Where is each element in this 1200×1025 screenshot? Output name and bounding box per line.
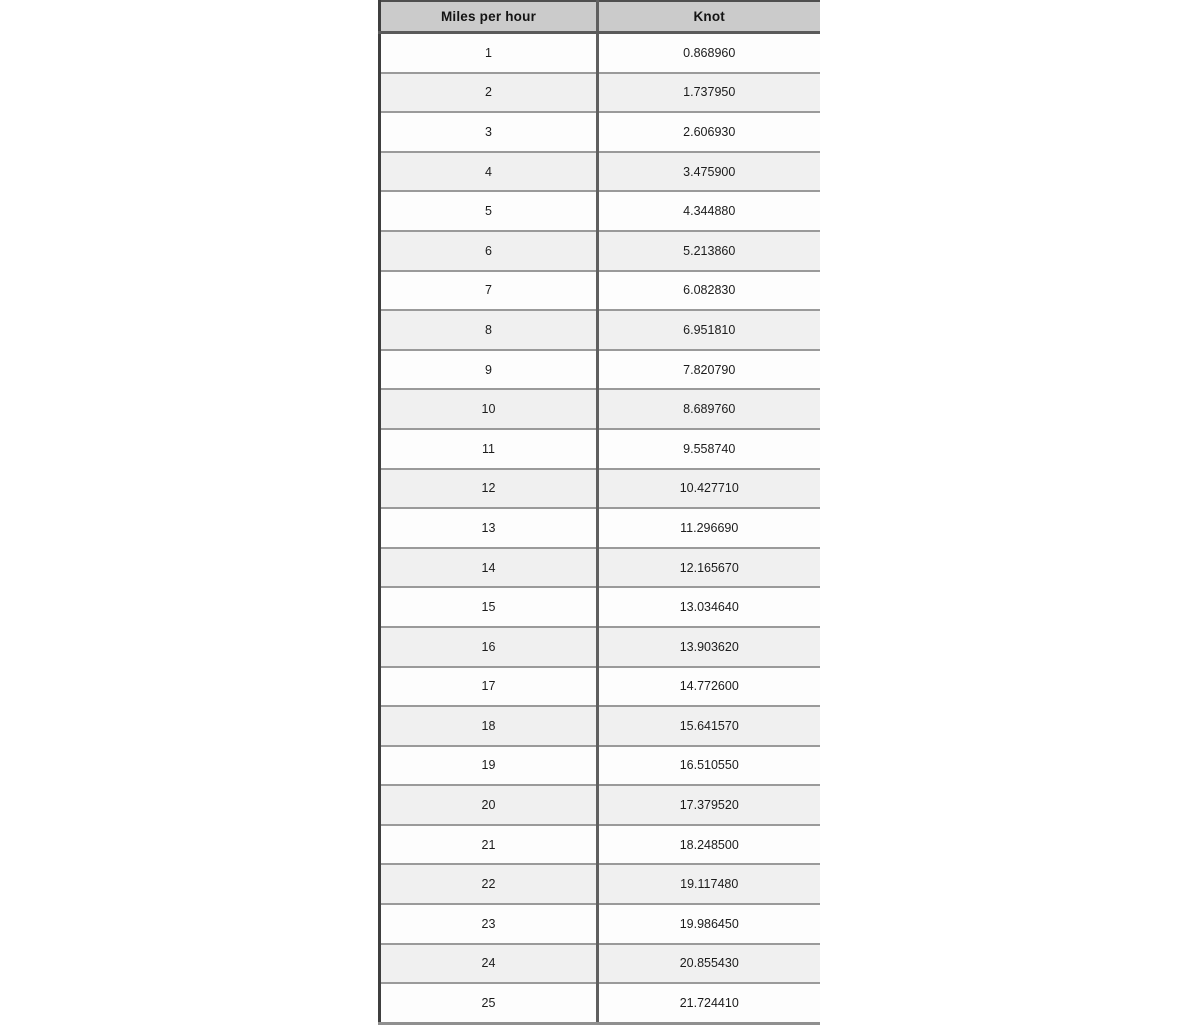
mph-cell: 17 (380, 667, 598, 707)
mph-cell: 22 (380, 864, 598, 904)
mph-cell: 24 (380, 944, 598, 984)
table-row (380, 944, 820, 984)
mph-cell: 5 (380, 191, 598, 231)
knot-cell: 16.510550 (598, 746, 820, 786)
knot-cell: 0.868960 (598, 33, 820, 73)
table-row (380, 746, 820, 786)
mph-cell: 13 (380, 508, 598, 548)
mph-cell: 16 (380, 627, 598, 667)
table-row (380, 469, 820, 509)
mph-cell: 2 (380, 73, 598, 113)
table-row (380, 429, 820, 469)
table-body (380, 33, 820, 1024)
mph-to-knot-table (378, 0, 820, 1025)
knot-cell: 19.117480 (598, 864, 820, 904)
mph-cell: 14 (380, 548, 598, 588)
mph-cell: 6 (380, 231, 598, 271)
mph-cell: 9 (380, 350, 598, 390)
mph-cell: 23 (380, 904, 598, 944)
table-row (380, 73, 820, 113)
table-row (380, 825, 820, 865)
knot-cell: 5.213860 (598, 231, 820, 271)
knot-cell: 17.379520 (598, 785, 820, 825)
mph-cell: 18 (380, 706, 598, 746)
table-row (380, 587, 820, 627)
knot-cell: 9.558740 (598, 429, 820, 469)
table-row (380, 904, 820, 944)
table-header (380, 1, 820, 33)
mph-cell: 8 (380, 310, 598, 350)
mph-cell: 15 (380, 587, 598, 627)
table-row (380, 231, 820, 271)
table-row (380, 112, 820, 152)
mph-cell: 7 (380, 271, 598, 311)
knot-cell: 3.475900 (598, 152, 820, 192)
column-header-mph: Miles per hour (380, 1, 598, 33)
table-row (380, 983, 820, 1023)
table-row (380, 667, 820, 707)
column-header-knot: Knot (598, 1, 820, 33)
table-row (380, 271, 820, 311)
knot-cell: 10.427710 (598, 469, 820, 509)
table-row (380, 389, 820, 429)
table-row (380, 152, 820, 192)
table-row (380, 785, 820, 825)
knot-cell: 15.641570 (598, 706, 820, 746)
knot-cell: 6.082830 (598, 271, 820, 311)
knot-cell: 18.248500 (598, 825, 820, 865)
table-row (380, 508, 820, 548)
table-row (380, 706, 820, 746)
knot-cell: 21.724410 (598, 983, 820, 1023)
knot-cell: 6.951810 (598, 310, 820, 350)
knot-cell: 1.737950 (598, 73, 820, 113)
mph-cell: 20 (380, 785, 598, 825)
mph-cell: 3 (380, 112, 598, 152)
knot-cell: 12.165670 (598, 548, 820, 588)
table-row (380, 627, 820, 667)
knot-cell: 20.855430 (598, 944, 820, 984)
knot-cell: 13.903620 (598, 627, 820, 667)
knot-cell: 8.689760 (598, 389, 820, 429)
mph-cell: 21 (380, 825, 598, 865)
knot-cell: 13.034640 (598, 587, 820, 627)
mph-cell: 11 (380, 429, 598, 469)
knot-cell: 7.820790 (598, 350, 820, 390)
header-row (380, 1, 820, 33)
table-row (380, 191, 820, 231)
table-row (380, 33, 820, 73)
table-row (380, 548, 820, 588)
table-row (380, 350, 820, 390)
mph-cell: 10 (380, 389, 598, 429)
knot-cell: 4.344880 (598, 191, 820, 231)
knot-cell: 19.986450 (598, 904, 820, 944)
conversion-table-container (378, 0, 820, 1025)
mph-cell: 4 (380, 152, 598, 192)
table-row (380, 310, 820, 350)
mph-cell: 19 (380, 746, 598, 786)
mph-cell: 12 (380, 469, 598, 509)
table-row (380, 864, 820, 904)
knot-cell: 2.606930 (598, 112, 820, 152)
knot-cell: 14.772600 (598, 667, 820, 707)
mph-cell: 25 (380, 983, 598, 1023)
mph-cell: 1 (380, 33, 598, 73)
knot-cell: 11.296690 (598, 508, 820, 548)
